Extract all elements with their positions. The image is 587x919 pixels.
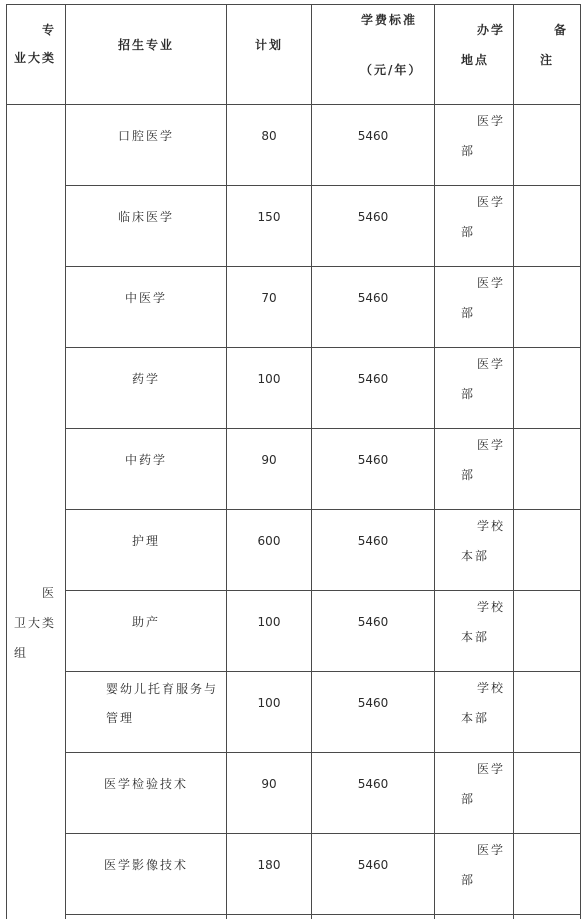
row-site-line2: 部 [461, 873, 476, 887]
header-fee-line2: （元/年） [360, 63, 423, 77]
row-major: 临床医学 [117, 210, 174, 224]
row-major: 医学影像技术 [103, 858, 188, 872]
row-fee: 5460 [357, 858, 389, 872]
header-major: 招生专业 [117, 38, 174, 52]
row-divider [65, 509, 581, 510]
row-site-line2: 本部 [461, 630, 490, 644]
row-fee: 5460 [357, 210, 389, 224]
row-divider [65, 833, 581, 834]
row-major: 中药学 [124, 453, 167, 467]
row-site-line2: 部 [461, 225, 476, 239]
header-site-line2: 地点 [461, 53, 490, 67]
row-plan: 100 [257, 372, 281, 386]
row-divider [65, 590, 581, 591]
category-line2: 卫大类 [14, 616, 57, 630]
header-fee-line1: 学费标准 [361, 13, 418, 27]
row-plan: 100 [257, 696, 281, 710]
row-fee: 5460 [357, 129, 389, 143]
row-plan: 180 [257, 858, 281, 872]
row-plan: 600 [257, 534, 281, 548]
row-site-line1: 医学 [477, 843, 506, 857]
row-fee: 5460 [357, 534, 389, 548]
row-divider [65, 752, 581, 753]
row-fee: 5460 [357, 372, 389, 386]
row-divider [65, 428, 581, 429]
table-border-right [580, 4, 581, 919]
row-major: 护理 [131, 534, 160, 548]
row-divider [65, 671, 581, 672]
row-major: 中医学 [124, 291, 167, 305]
row-site-line2: 本部 [461, 549, 490, 563]
row-major: 口腔医学 [117, 129, 174, 143]
row-site-line2: 部 [461, 144, 476, 158]
row-major: 医学检验技术 [103, 777, 188, 791]
row-site-line1: 医学 [477, 195, 506, 209]
header-category-line2: 业大类 [14, 51, 57, 65]
row-site-line1: 学校 [477, 600, 506, 614]
row-fee: 5460 [357, 777, 389, 791]
row-divider [65, 914, 581, 915]
row-site-line2: 本部 [461, 711, 490, 725]
row-site-line1: 医学 [477, 276, 506, 290]
row-site-line1: 学校 [477, 519, 506, 533]
header-plan: 计划 [254, 38, 283, 52]
row-site-line2: 部 [461, 387, 476, 401]
row-fee: 5460 [357, 615, 389, 629]
row-major: 婴幼儿托育服务与 [106, 682, 219, 696]
row-major: 药学 [131, 372, 160, 386]
row-site-line1: 医学 [477, 438, 506, 452]
row-plan: 90 [261, 453, 277, 467]
header-note-line2: 注 [540, 53, 555, 67]
table-border-left [6, 4, 7, 919]
row-site-line2: 部 [461, 306, 476, 320]
row-site-line1: 医学 [477, 114, 506, 128]
header-category-line1: 专 [42, 23, 57, 37]
col-divider-5 [513, 4, 514, 919]
col-divider-4 [434, 4, 435, 919]
row-plan: 90 [261, 777, 277, 791]
header-divider [6, 104, 581, 105]
row-site-line2: 部 [461, 792, 476, 806]
table-border-top [6, 4, 581, 5]
row-site-line1: 医学 [477, 762, 506, 776]
category-line3: 组 [14, 646, 29, 660]
row-fee: 5460 [357, 453, 389, 467]
row-divider [65, 347, 581, 348]
row-plan: 100 [257, 615, 281, 629]
row-fee: 5460 [357, 291, 389, 305]
header-note-line1: 备 [554, 23, 569, 37]
category-line1: 医 [42, 586, 57, 600]
row-site-line1: 医学 [477, 357, 506, 371]
header-site-line1: 办学 [477, 23, 506, 37]
row-major: 助产 [131, 615, 160, 629]
row-plan: 150 [257, 210, 281, 224]
row-plan: 80 [261, 129, 277, 143]
row-major-line2: 管理 [106, 711, 135, 725]
row-site-line2: 部 [461, 468, 476, 482]
row-fee: 5460 [357, 696, 389, 710]
row-divider [65, 266, 581, 267]
row-plan: 70 [261, 291, 277, 305]
row-site-line1: 学校 [477, 681, 506, 695]
row-divider [65, 185, 581, 186]
